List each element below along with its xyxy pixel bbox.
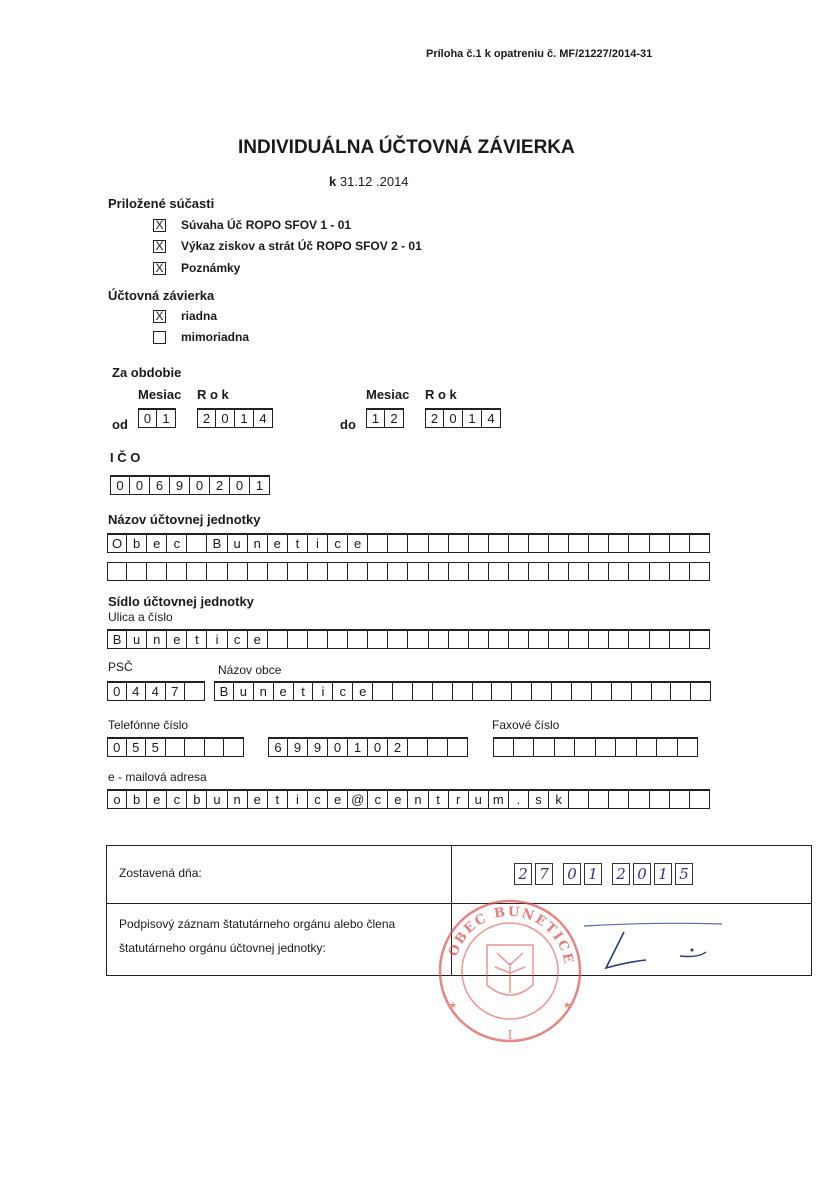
char-cell — [429, 534, 449, 553]
char-cell — [690, 562, 710, 581]
ico-field[interactable] — [110, 475, 270, 495]
char-cell — [429, 630, 449, 649]
char-cell — [509, 630, 529, 649]
char-cell — [549, 534, 569, 553]
digit-cell: 4 — [254, 409, 273, 428]
char-cell — [429, 562, 449, 581]
hw-digit: 0 — [633, 863, 651, 885]
seat-label: Sídlo účtovnej jednotky — [108, 594, 254, 609]
char-cell: 0 — [130, 476, 150, 495]
town-label: Názov obce — [218, 663, 282, 677]
char-cell: B — [214, 682, 234, 701]
char-cell: t — [288, 534, 308, 553]
stamp-text: OBEC BUNETICE — [446, 904, 576, 967]
char-cell — [670, 630, 690, 649]
char-cell — [529, 534, 549, 553]
star-icon: ★ — [449, 1000, 458, 1010]
char-cell — [368, 534, 388, 553]
attachment-label-3: Poznámky — [181, 261, 241, 275]
phone-prefix-field[interactable] — [107, 737, 244, 757]
char-cell — [224, 738, 244, 757]
stamp-bottom-text: I — [507, 1028, 513, 1042]
char-cell — [569, 562, 589, 581]
page-title: INDIVIDUÁLNA ÚČTOVNÁ ZÁVIERKA — [238, 137, 575, 158]
char-cell: t — [268, 790, 288, 809]
email-label: e - mailová adresa — [108, 770, 207, 784]
char-cell: 9 — [288, 738, 308, 757]
town-field[interactable] — [214, 681, 711, 701]
char-cell: e — [328, 790, 348, 809]
digit-cell: 1 — [366, 409, 385, 428]
char-cell: 4 — [127, 682, 147, 701]
digit-cell: 4 — [482, 409, 501, 428]
char-cell: c — [308, 790, 328, 809]
char-cell: b — [127, 790, 147, 809]
char-cell: 5 — [146, 738, 166, 757]
char-cell — [529, 630, 549, 649]
char-cell — [489, 562, 509, 581]
char-cell — [408, 562, 428, 581]
annex-note: Príloha č.1 k opatreniu č. MF/21227/2014-31 — [426, 48, 653, 60]
attachment-checkbox-2[interactable]: X — [153, 240, 166, 253]
char-cell — [690, 630, 710, 649]
char-cell — [589, 630, 609, 649]
char-cell — [489, 534, 509, 553]
char-cell — [691, 682, 711, 701]
char-cell: c — [228, 630, 248, 649]
char-cell: n — [248, 534, 268, 553]
char-cell — [549, 562, 569, 581]
char-cell: 9 — [170, 476, 190, 495]
char-cell — [589, 790, 609, 809]
char-cell: t — [187, 630, 207, 649]
char-cell: 4 — [146, 682, 166, 701]
char-cell: B — [107, 630, 127, 649]
char-cell — [388, 534, 408, 553]
to-month-field[interactable] — [366, 408, 404, 428]
char-cell — [388, 630, 408, 649]
char-cell — [167, 562, 187, 581]
digit-cell: 2 — [197, 409, 216, 428]
char-cell — [448, 738, 468, 757]
char-cell: 6 — [150, 476, 170, 495]
star-icon: ★ — [563, 1000, 572, 1010]
char-cell — [569, 790, 589, 809]
char-cell — [612, 682, 632, 701]
spacer — [605, 863, 612, 885]
char-cell — [368, 562, 388, 581]
char-cell: c — [167, 790, 187, 809]
char-cell: b — [187, 790, 207, 809]
char-cell — [552, 682, 572, 701]
char-cell — [629, 534, 649, 553]
char-cell: u — [127, 630, 147, 649]
char-cell — [589, 562, 609, 581]
char-cell — [205, 738, 225, 757]
fax-field[interactable] — [493, 737, 698, 757]
hw-digit: 5 — [675, 863, 693, 885]
entity-name-row-1[interactable] — [107, 533, 710, 553]
char-cell — [609, 630, 629, 649]
char-cell — [449, 534, 469, 553]
attachment-label-1: Súvaha Úč ROPO SFOV 1 - 01 — [181, 218, 352, 232]
psc-field[interactable] — [107, 681, 205, 701]
char-cell — [469, 562, 489, 581]
char-cell — [609, 562, 629, 581]
char-cell: u — [234, 682, 254, 701]
char-cell — [107, 562, 127, 581]
date-prefix: k — [329, 174, 337, 189]
char-cell: b — [127, 534, 147, 553]
char-cell — [393, 682, 413, 701]
char-cell: e — [248, 790, 268, 809]
fax-label: Faxové číslo — [492, 718, 560, 732]
digit-cell: 1 — [463, 409, 482, 428]
digit-cell: 0 — [138, 409, 157, 428]
char-cell: u — [207, 790, 227, 809]
char-cell: u — [469, 790, 489, 809]
char-cell: c — [368, 790, 388, 809]
char-cell: 0 — [107, 682, 127, 701]
char-cell: c — [333, 682, 353, 701]
char-cell: e — [274, 682, 294, 701]
char-cell — [569, 534, 589, 553]
char-cell — [408, 738, 428, 757]
char-cell: . — [509, 790, 529, 809]
digit-cell: 2 — [385, 409, 404, 428]
char-cell — [589, 534, 609, 553]
char-cell: B — [207, 534, 227, 553]
char-cell: 0 — [107, 738, 127, 757]
char-cell — [489, 630, 509, 649]
hw-digit: 1 — [654, 863, 672, 885]
phone-number-field[interactable] — [268, 737, 468, 757]
char-cell — [473, 682, 493, 701]
char-cell — [637, 738, 658, 757]
attachment-checkbox-3[interactable]: X — [153, 262, 166, 275]
char-cell — [629, 562, 649, 581]
signature-scribble — [580, 918, 730, 974]
char-cell — [512, 682, 532, 701]
char-cell — [268, 562, 288, 581]
char-cell — [629, 790, 649, 809]
hw-digit: 2 — [514, 863, 532, 885]
to-year-label: R o k — [425, 387, 457, 402]
from-label: od — [112, 417, 128, 432]
char-cell — [690, 534, 710, 553]
sign-label-line2: štatutárneho orgánu účtovnej jednotky: — [119, 941, 326, 955]
char-cell: 2 — [388, 738, 408, 757]
attachment-checkbox-1[interactable]: X — [153, 219, 166, 232]
char-cell: @ — [348, 790, 368, 809]
char-cell — [575, 738, 596, 757]
char-cell: u — [228, 534, 248, 553]
char-cell — [671, 682, 691, 701]
char-cell — [650, 562, 670, 581]
char-cell: e — [353, 682, 373, 701]
char-cell: n — [147, 630, 167, 649]
char-cell — [609, 534, 629, 553]
digit-cell: 1 — [235, 409, 254, 428]
entity-name-row-2[interactable] — [107, 562, 710, 581]
char-cell: 0 — [190, 476, 210, 495]
hw-digit: 2 — [612, 863, 630, 885]
spacer — [556, 863, 563, 885]
char-cell — [185, 738, 205, 757]
char-cell: 6 — [268, 738, 288, 757]
attachment-label-2: Výkaz ziskov a strát Úč ROPO SFOV 2 - 01 — [181, 239, 422, 253]
char-cell — [433, 682, 453, 701]
char-cell — [166, 738, 186, 757]
char-cell: e — [147, 534, 167, 553]
char-cell: e — [248, 630, 268, 649]
hw-digit: 7 — [535, 863, 553, 885]
char-cell — [493, 738, 514, 757]
hw-digit: 0 — [563, 863, 581, 885]
char-cell: r — [449, 790, 469, 809]
char-cell — [288, 630, 308, 649]
char-cell — [509, 562, 529, 581]
street-field[interactable] — [107, 629, 710, 649]
char-cell — [670, 534, 690, 553]
regular-label: riadna — [181, 309, 218, 323]
char-cell — [185, 682, 205, 701]
char-cell — [373, 682, 393, 701]
regular-checkbox[interactable]: X — [153, 310, 166, 323]
char-cell: k — [549, 790, 569, 809]
char-cell — [228, 562, 248, 581]
char-cell — [670, 790, 690, 809]
char-cell: e — [388, 790, 408, 809]
sign-label-line1: Podpisový záznam štatutárneho orgánu alebo člena — [119, 917, 396, 931]
char-cell: e — [167, 630, 187, 649]
char-cell — [248, 562, 268, 581]
char-cell — [650, 630, 670, 649]
digit-cell: 0 — [216, 409, 235, 428]
to-year-field[interactable] — [425, 408, 501, 428]
char-cell — [147, 562, 167, 581]
char-cell — [449, 562, 469, 581]
email-field[interactable] — [107, 789, 710, 809]
char-cell — [348, 562, 368, 581]
char-cell: n — [254, 682, 274, 701]
char-cell: n — [408, 790, 428, 809]
extraordinary-label: mimoriadna — [181, 330, 250, 344]
municipality-stamp — [435, 893, 585, 1048]
char-cell — [268, 630, 288, 649]
compiled-label: Zostavená dňa: — [119, 866, 202, 880]
char-cell — [650, 534, 670, 553]
char-cell — [670, 562, 690, 581]
char-cell — [408, 534, 428, 553]
date-value: 31.12 .2014 — [339, 174, 409, 189]
char-cell — [469, 534, 489, 553]
char-cell: 2 — [210, 476, 230, 495]
entity-name-label: Názov účtovnej jednotky — [108, 512, 261, 527]
char-cell: c — [167, 534, 187, 553]
char-cell — [549, 630, 569, 649]
char-cell: O — [107, 534, 127, 553]
char-cell: i — [313, 682, 333, 701]
to-label: do — [340, 417, 356, 432]
period-label: Za obdobie — [112, 365, 182, 380]
char-cell — [652, 682, 672, 701]
to-month-label: Mesiac — [366, 387, 410, 402]
char-cell: 0 — [110, 476, 130, 495]
char-cell — [449, 630, 469, 649]
char-cell: i — [288, 790, 308, 809]
char-cell — [572, 682, 592, 701]
char-cell — [492, 682, 512, 701]
digit-cell: 2 — [425, 409, 444, 428]
char-cell — [555, 738, 576, 757]
digit-cell: 0 — [444, 409, 463, 428]
char-cell: n — [228, 790, 248, 809]
street-label: Ulica a číslo — [108, 610, 173, 624]
from-month-field[interactable] — [138, 408, 176, 428]
char-cell — [328, 562, 348, 581]
char-cell — [187, 562, 207, 581]
report-date — [329, 174, 409, 189]
char-cell: e — [268, 534, 288, 553]
char-cell — [308, 562, 328, 581]
char-cell: 1 — [348, 738, 368, 757]
char-cell — [413, 682, 433, 701]
char-cell — [469, 630, 489, 649]
ico-label: I Č O — [110, 450, 141, 465]
char-cell — [388, 562, 408, 581]
char-cell: e — [147, 790, 167, 809]
char-cell: 0 — [368, 738, 388, 757]
char-cell: 9 — [308, 738, 328, 757]
char-cell: 7 — [166, 682, 186, 701]
char-cell — [690, 790, 710, 809]
compiled-date-handwritten[interactable] — [514, 863, 696, 885]
from-year-field[interactable] — [197, 408, 273, 428]
char-cell: 5 — [127, 738, 147, 757]
char-cell — [592, 682, 612, 701]
char-cell — [509, 534, 529, 553]
char-cell — [127, 562, 147, 581]
char-cell — [288, 562, 308, 581]
from-year-label: R o k — [197, 387, 229, 402]
char-cell — [207, 562, 227, 581]
char-cell — [629, 630, 649, 649]
char-cell — [650, 790, 670, 809]
char-cell — [529, 562, 549, 581]
char-cell — [609, 790, 629, 809]
char-cell — [348, 630, 368, 649]
char-cell — [678, 738, 699, 757]
char-cell: i — [207, 630, 227, 649]
char-cell — [428, 738, 448, 757]
char-cell: i — [308, 534, 328, 553]
char-cell: t — [294, 682, 314, 701]
char-cell: o — [107, 790, 127, 809]
char-cell: t — [429, 790, 449, 809]
char-cell — [632, 682, 652, 701]
char-cell — [596, 738, 617, 757]
char-cell: m — [489, 790, 509, 809]
char-cell: s — [529, 790, 549, 809]
psc-label: PSČ — [108, 660, 133, 674]
char-cell: 0 — [328, 738, 348, 757]
char-cell — [532, 682, 552, 701]
attachments-label: Priložené súčasti — [108, 196, 215, 211]
char-cell — [569, 630, 589, 649]
char-cell — [616, 738, 637, 757]
char-cell: 0 — [230, 476, 250, 495]
char-cell — [308, 630, 328, 649]
char-cell: 1 — [250, 476, 270, 495]
char-cell — [657, 738, 678, 757]
char-cell — [453, 682, 473, 701]
char-cell: e — [348, 534, 368, 553]
phone-label: Telefónne číslo — [108, 718, 189, 732]
char-cell — [187, 534, 207, 553]
char-cell — [328, 630, 348, 649]
extraordinary-checkbox[interactable] — [153, 331, 166, 344]
char-cell — [368, 630, 388, 649]
hw-digit: 1 — [584, 863, 602, 885]
char-cell — [408, 630, 428, 649]
char-cell — [514, 738, 535, 757]
digit-cell: 1 — [157, 409, 176, 428]
char-cell: c — [328, 534, 348, 553]
from-month-label: Mesiac — [138, 387, 182, 402]
statement-type-label: Účtovná závierka — [108, 288, 215, 303]
char-cell — [534, 738, 555, 757]
